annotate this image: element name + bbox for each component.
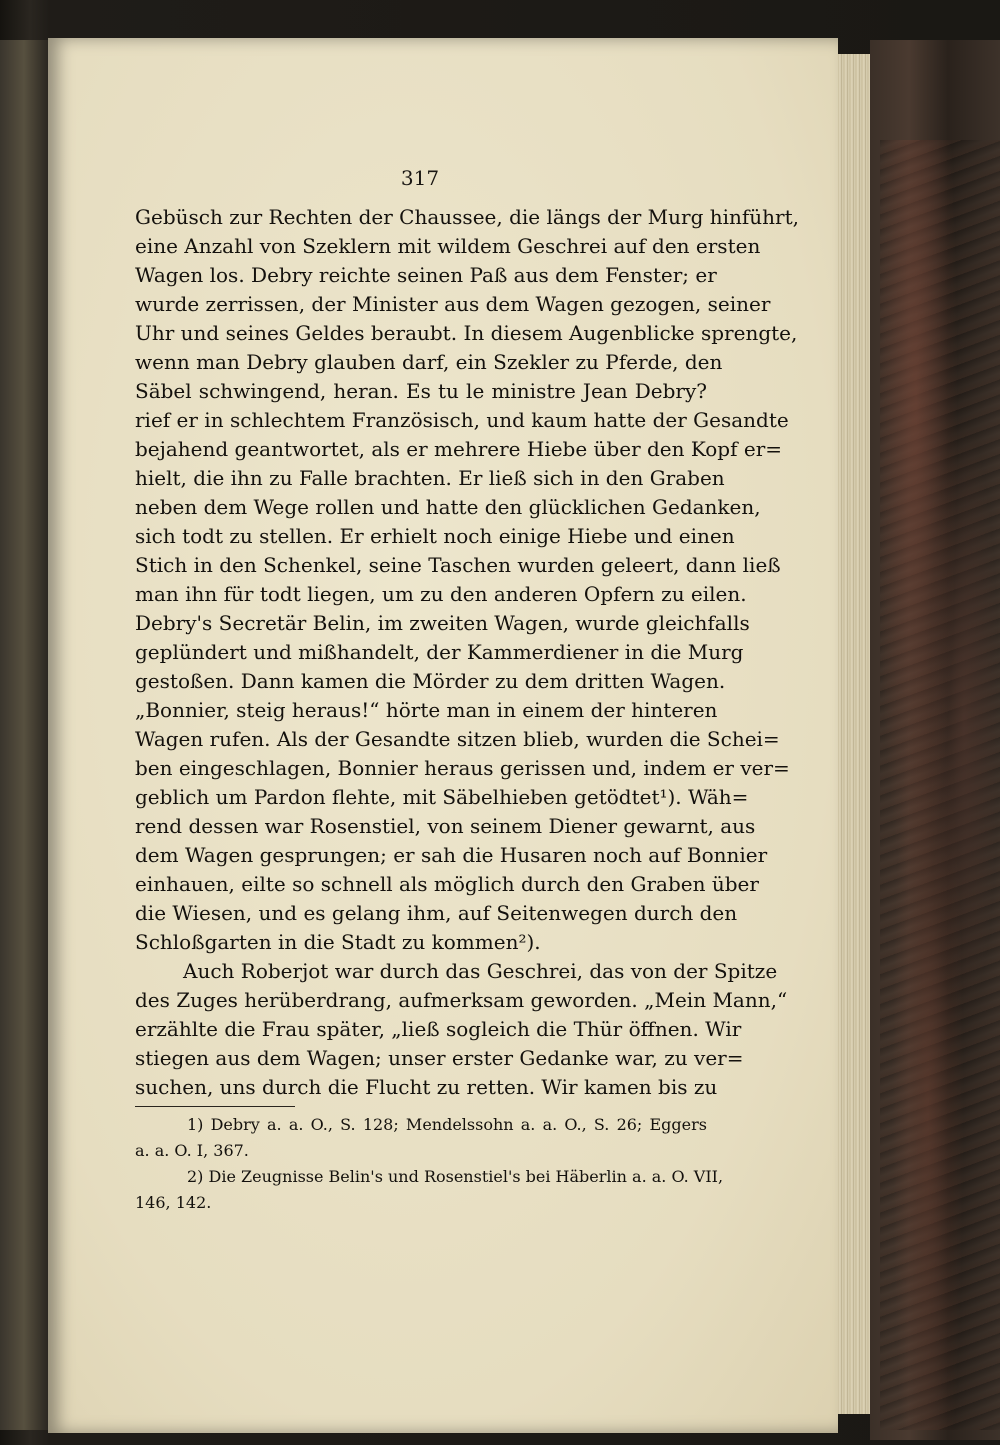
text-line: Säbel schwingend, heran. Es tu le ministre Jean Debry?: [135, 379, 707, 403]
text-line: bejahend geantwortet, als er mehrere Hiebe über den Kopf er=: [135, 437, 783, 461]
text-line: Wagen los. Debry reichte seinen Paß aus dem Fenster; er: [135, 263, 717, 287]
text-line: Wagen rufen. Als der Gesandte sitzen blieb, wurden die Schei=: [135, 727, 780, 751]
text-line: geblich um Pardon flehte, mit Säbelhieben getödtet¹). Wäh=: [135, 785, 749, 809]
text-line: „Bonnier, steig heraus!“ hörte man in einem der hinteren: [135, 698, 718, 722]
text-line: geplündert und mißhandelt, der Kammerdiener in die Murg: [135, 640, 744, 664]
text-line: sich todt zu stellen. Er erhielt noch einige Hiebe und einen: [135, 524, 735, 548]
text-line: wenn man Debry glauben darf, ein Szekler zu Pferde, den: [135, 350, 723, 374]
text-line: wurde zerrissen, der Minister aus dem Wagen gezogen, seiner: [135, 292, 771, 316]
text-line: man ihn für todt liegen, um zu den anderen Opfern zu eilen.: [135, 582, 747, 606]
footnote-divider: [135, 1106, 295, 1107]
footnote-line: 146, 142.: [135, 1193, 212, 1212]
text-line: rend dessen war Rosenstiel, von seinem Diener gewarnt, aus: [135, 814, 756, 838]
text-line: einhauen, eilte so schnell als möglich durch den Graben über: [135, 872, 759, 896]
text-line: Stich in den Schenkel, seine Taschen wurden geleert, dann ließ: [135, 553, 781, 577]
text-line: des Zuges herüberdrang, aufmerksam geworden. „Mein Mann,“: [135, 988, 788, 1012]
text-line: rief er in schlechtem Französisch, und kaum hatte der Gesandte: [135, 408, 789, 432]
text-line: Gebüsch zur Rechten der Chaussee, die längs der Murg hinführt,: [135, 205, 800, 229]
left-page-edge: [0, 40, 48, 1430]
text-line: neben dem Wege rollen und hatte den glücklichen Gedanken,: [135, 495, 761, 519]
text-line: die Wiesen, und es gelang ihm, auf Seitenwegen durch den: [135, 901, 738, 925]
text-line: hielt, die ihn zu Falle brachten. Er ließ sich in den Graben: [135, 466, 725, 490]
text-line: erzählte die Frau später, „ließ sogleich die Thür öffnen. Wir: [135, 1017, 742, 1041]
text-line: Auch Roberjot war durch das Geschrei, das von der Spitze: [183, 959, 778, 983]
page-stack-edges: [836, 54, 870, 1414]
text-line: Debry's Secretär Belin, im zweiten Wagen, wurde gleichfalls: [135, 611, 750, 635]
text-line: eine Anzahl von Szeklern mit wildem Geschrei auf den ersten: [135, 234, 761, 258]
text-line: dem Wagen gesprungen; er sah die Husaren noch auf Bonnier: [135, 843, 768, 867]
text-line: stiegen aus dem Wagen; unser erster Gedanke war, zu ver=: [135, 1046, 744, 1070]
text-line: gestoßen. Dann kamen die Mörder zu dem dritten Wagen.: [135, 669, 726, 693]
footnote-line: 2) Die Zeugnisse Belin's und Rosenstiel's bei Häberlin a. a. O. VII,: [187, 1167, 724, 1186]
page-number: 317: [400, 166, 440, 190]
text-line: Schloßgarten in die Stadt zu kommen²).: [135, 930, 541, 954]
text-line: suchen, uns durch die Flucht zu retten. Wir kamen bis zu: [135, 1075, 718, 1099]
footnotes: [135, 1112, 724, 1216]
text-line: ben eingeschlagen, Bonnier heraus gerissen und, indem er ver=: [135, 756, 790, 780]
footnote-line: 1) Debry a. a. O., S. 128; Mendelssohn a. a. O., S. 26; Eggers: [187, 1115, 707, 1134]
text-line: Uhr und seines Geldes beraubt. In diesem Augenblicke sprengte,: [135, 321, 798, 345]
marbled-endpaper: [880, 140, 1000, 1430]
footnote-line: a. a. O. I, 367.: [135, 1141, 249, 1160]
body-text: [135, 203, 800, 1102]
